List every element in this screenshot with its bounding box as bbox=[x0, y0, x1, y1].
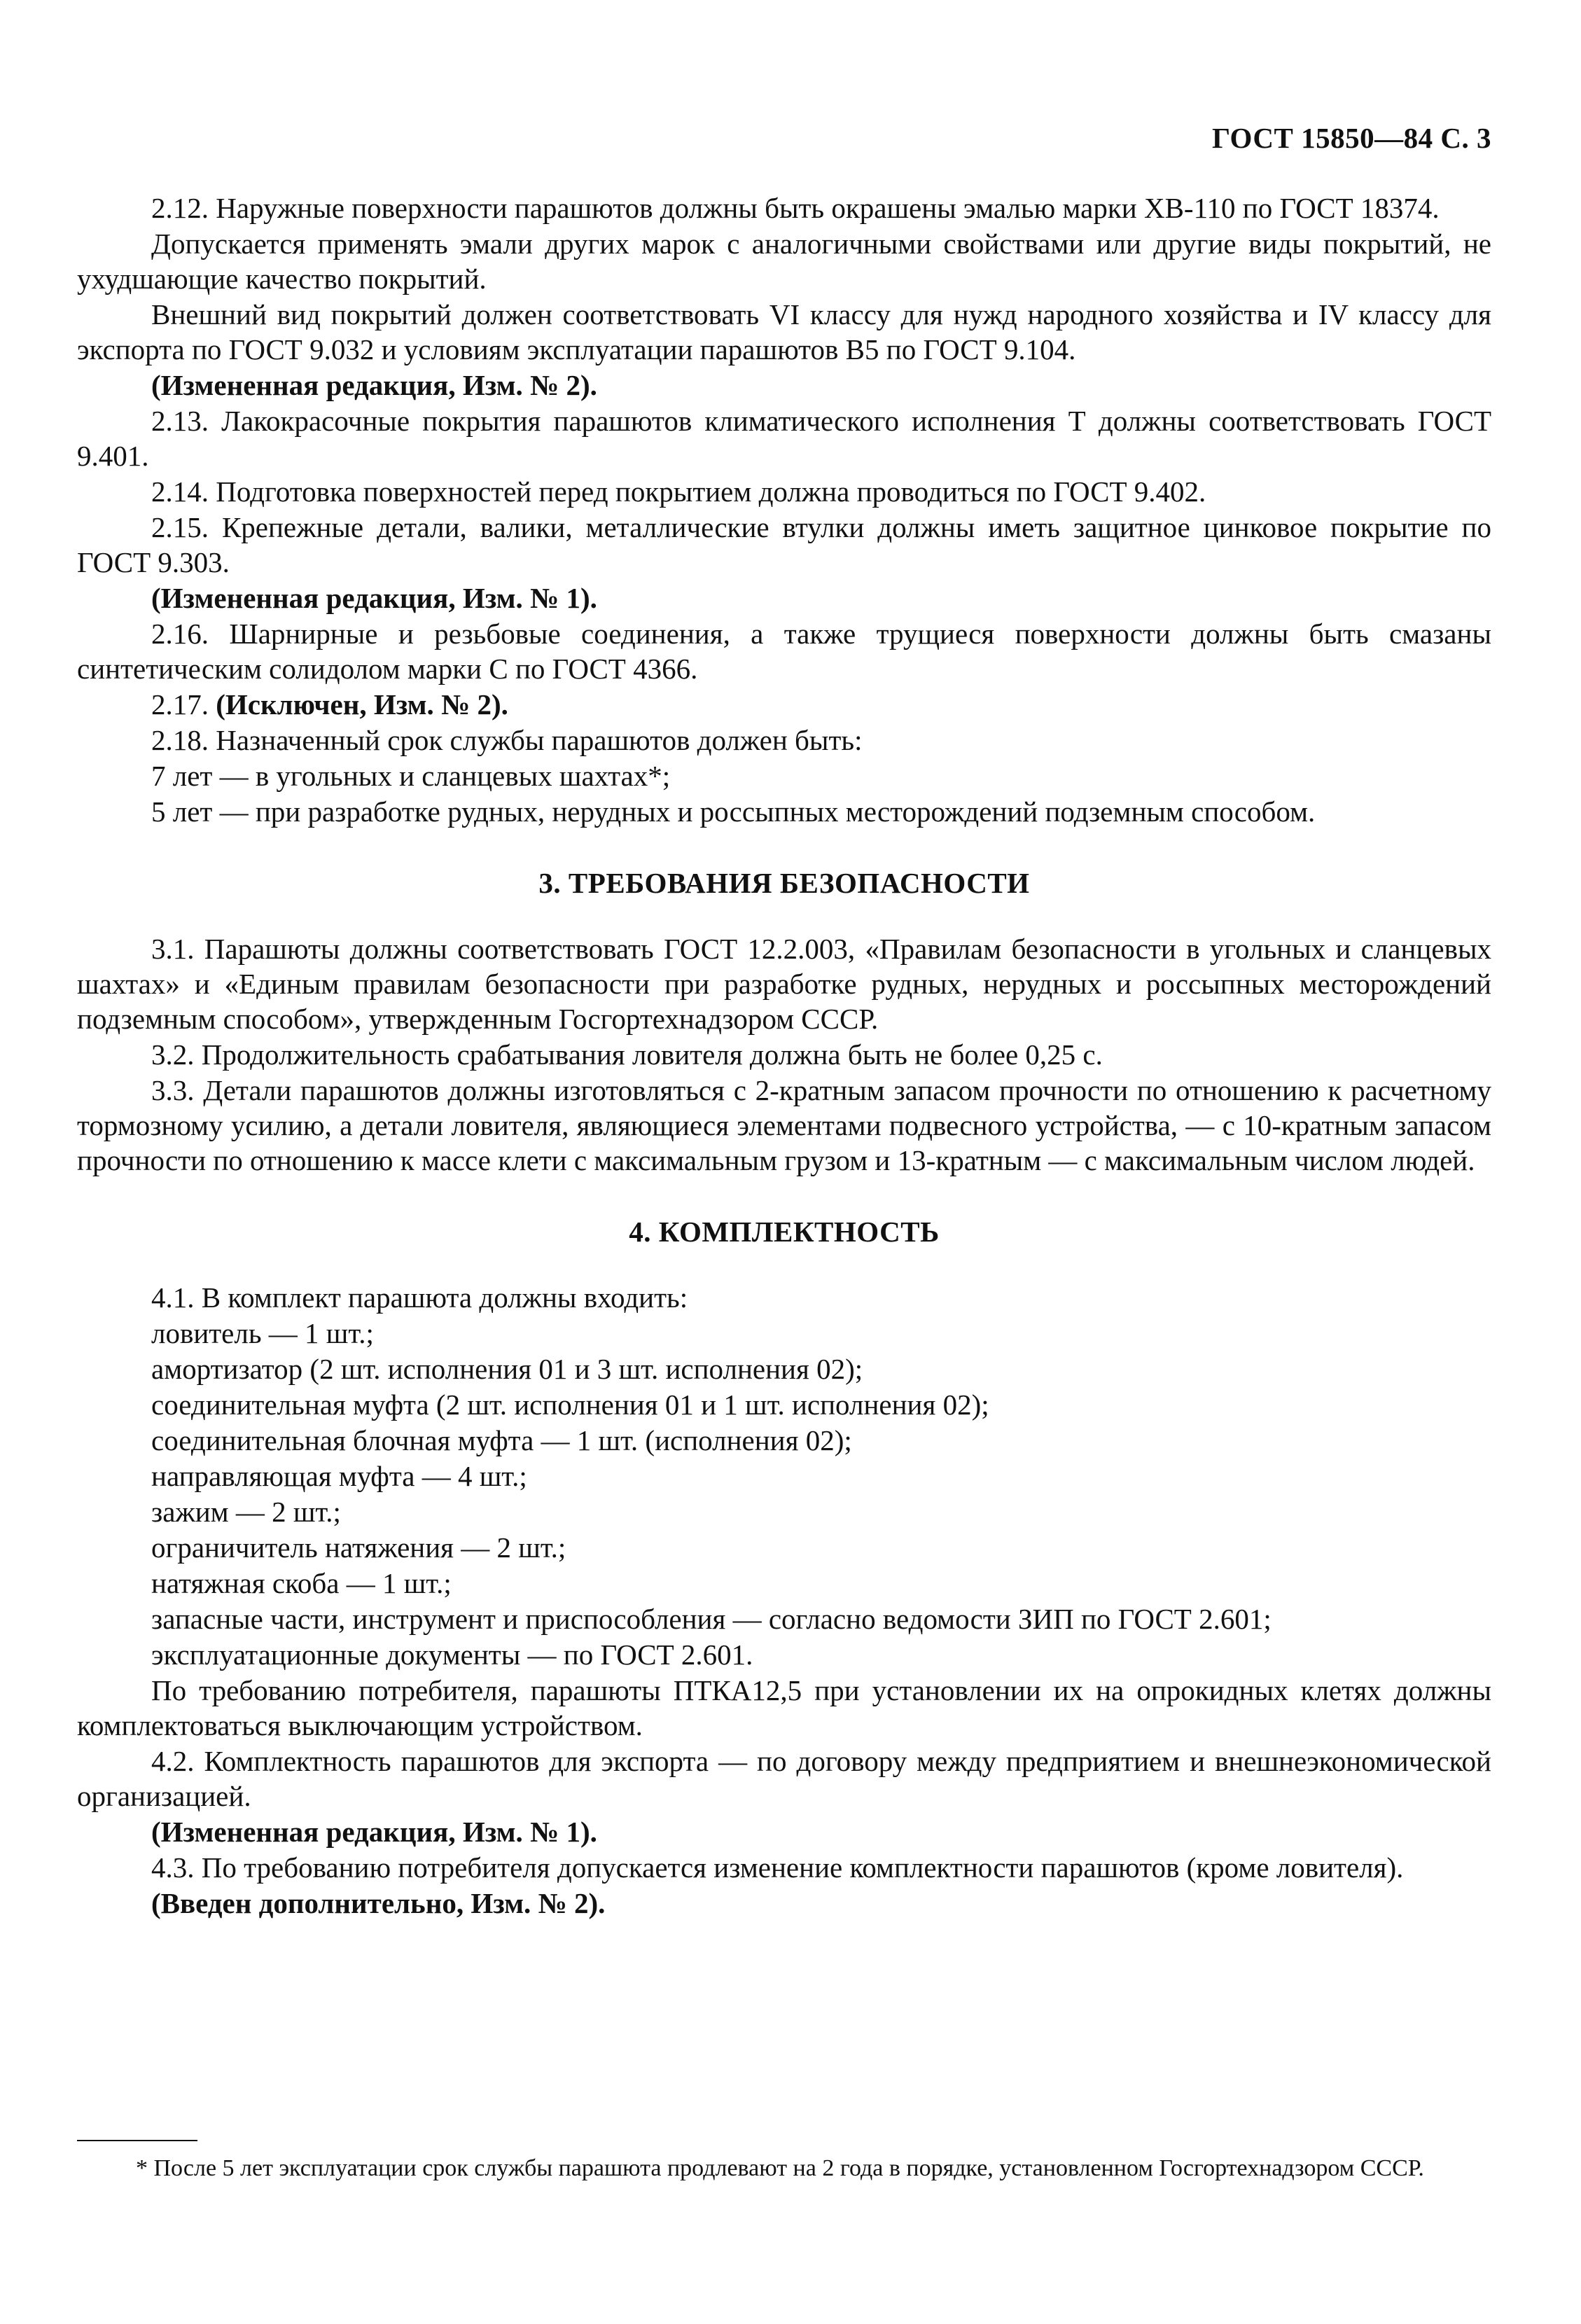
paragraph-3-3: 3.3. Детали парашютов должны изготовляться с 2-кратным запасом прочности по отношению к расчетному тормозному усилию, а детали ловителя, являющиеся элементами подвесного устройства, — с 10-кратным запасом прочности по отношению к массе клети с максимальным грузом и 13-кратным — с максимальным числом людей. bbox=[77, 1074, 1491, 1176]
list-item: амортизатор (2 шт. исполнения 01 и 3 шт. исполнения 02); bbox=[151, 1353, 863, 1385]
page-header: ГОСТ 15850—84 С. 3 bbox=[1211, 122, 1491, 154]
paragraph-2-12-appearance: Внешний вид покрытий должен соответствовать VI классу для нужд народного хозяйства и IV классу для экспорта по ГОСТ 9.032 и условиям эксплуатации парашютов В5 по ГОСТ 9.104. bbox=[77, 298, 1491, 366]
list-item: направляющая муфта — 4 шт.; bbox=[151, 1460, 527, 1492]
list-item: эксплуатационные документы — по ГОСТ 2.601. bbox=[151, 1638, 753, 1671]
section-3-title: 3. ТРЕБОВАНИЯ БЕЗОПАСНОСТИ bbox=[538, 867, 1030, 899]
service-life-coal: 7 лет — в угольных и сланцевых шахтах*; bbox=[151, 760, 671, 792]
footnote-divider bbox=[77, 2140, 197, 2141]
paragraph-3-2: 3.2. Продолжительность срабатывания ловителя должна быть не более 0,25 с. bbox=[151, 1038, 1103, 1071]
paragraph-2-18: 2.18. Назначенный срок службы парашютов должен быть: bbox=[151, 724, 863, 756]
paragraph-2-12-permission: Допускается применять эмали других марок с аналогичными свойствами или другие виды покрытий, не ухудшающие качество покрытий. bbox=[77, 228, 1491, 295]
list-item: ограничитель натяжения — 2 шт.; bbox=[151, 1531, 566, 1564]
service-life-ore: 5 лет — при разработке рудных, нерудных и россыпных месторождений подземным способом. bbox=[151, 795, 1316, 828]
list-item: натяжная скоба — 1 шт.; bbox=[151, 1567, 452, 1599]
section-3 bbox=[77, 931, 1491, 1178]
footnote: * После 5 лет эксплуатации срок службы парашюта продлевают на 2 года в порядке, установленном Госгортехнадзором СССР. bbox=[136, 2155, 1424, 2181]
paragraph-2-15: 2.15. Крепежные детали, валики, металлические втулки должны иметь защитное цинковое покрытие по ГОСТ 9.303. bbox=[77, 511, 1491, 578]
paragraph-2-14: 2.14. Подготовка поверхностей перед покрытием должна проводиться по ГОСТ 9.402. bbox=[151, 475, 1206, 508]
paragraph-number: 2.17. bbox=[151, 688, 216, 721]
amendment-note: (Измененная редакция, Изм. № 2). bbox=[151, 369, 597, 401]
paragraph-4-1-switch-device: По требованию потребителя, парашюты ПТКА12,5 при установлении их на опрокидных клетях должны комплектоваться выключающим устройством. bbox=[77, 1674, 1491, 1741]
section-4 bbox=[77, 1280, 1491, 1921]
paragraph-4-3: 4.3. По требованию потребителя допускается изменение комплектности парашютов (кроме ловителя). bbox=[151, 1851, 1404, 1884]
paragraph-4-1: 4.1. В комплект парашюта должны входить: bbox=[151, 1281, 688, 1314]
paragraph-4-2: 4.2. Комплектность парашютов для экспорта — по договору между предприятием и внешнеэкономической организацией. bbox=[77, 1745, 1491, 1812]
section-2-continued bbox=[77, 190, 1491, 829]
section-4-title: 4. КОМПЛЕКТНОСТЬ bbox=[629, 1216, 940, 1248]
list-item: запасные части, инструмент и приспособления — согласно ведомости ЗИП по ГОСТ 2.601; bbox=[151, 1603, 1272, 1635]
list-item: ловитель — 1 шт.; bbox=[151, 1317, 374, 1349]
list-item: соединительная блочная муфта — 1 шт. (исполнения 02); bbox=[151, 1424, 852, 1456]
paragraph-3-1: 3.1. Парашюты должны соответствовать ГОСТ 12.2.003, «Правилам безопасности в угольных и сланцевых шахтах» и «Единым правилам безопасности при разработке рудных, нерудных и россыпных месторождений подземным способом», утвержденным Госгортехнадзором СССР. bbox=[77, 933, 1491, 1035]
document-page bbox=[77, 119, 1491, 1921]
paragraph-2-16: 2.16. Шарнирные и резьбовые соединения, а также трущиеся поверхности должны быть смазаны синтетическим солидолом марки С по ГОСТ 4366. bbox=[77, 618, 1491, 685]
list-item: соединительная муфта (2 шт. исполнения 01 и 1 шт. исполнения 02); bbox=[151, 1389, 989, 1421]
list-item: зажим — 2 шт.; bbox=[151, 1496, 341, 1528]
paragraph-2-13: 2.13. Лакокрасочные покрытия парашютов климатического исполнения Т должны соответствовать ГОСТ 9.401. bbox=[77, 405, 1491, 472]
introduced-note: (Введен дополнительно, Изм. № 2). bbox=[151, 1887, 606, 1919]
paragraph-2-17 bbox=[77, 687, 1491, 722]
paragraph-2-12: 2.12. Наружные поверхности парашютов должны быть окрашены эмалью марки ХВ-110 по ГОСТ 18374. bbox=[151, 192, 1440, 224]
excluded-note: (Исключен, Изм. № 2). bbox=[216, 688, 508, 721]
amendment-note: (Измененная редакция, Изм. № 1). bbox=[151, 1816, 597, 1848]
amendment-note: (Измененная редакция, Изм. № 1). bbox=[151, 582, 597, 614]
